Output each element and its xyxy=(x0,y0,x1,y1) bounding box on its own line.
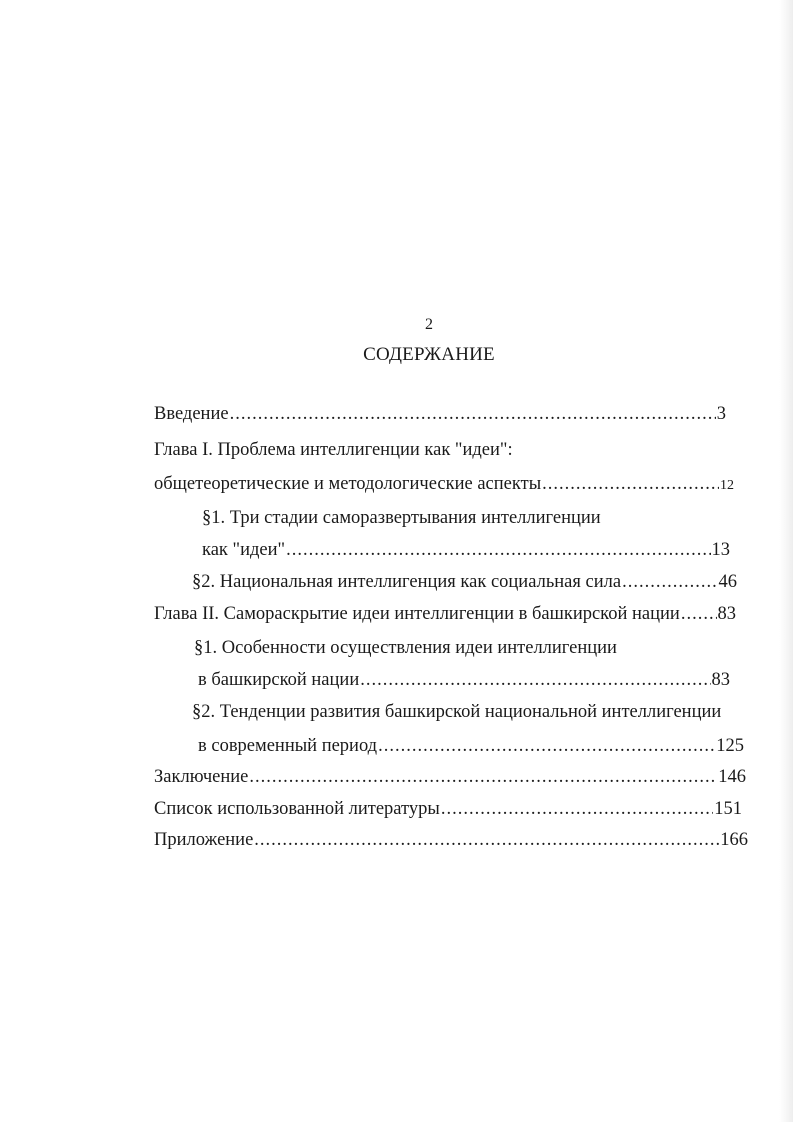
dot-leader xyxy=(622,572,717,593)
toc-entry-label: §1. Три стадии саморазвертывания интеллигенции xyxy=(202,508,601,528)
toc-entry-intro xyxy=(154,404,726,430)
toc-entry-chapter1-continued xyxy=(154,474,734,500)
toc-entry-label: Глава I. Проблема интеллигенции как "идеи": xyxy=(154,440,513,460)
toc-entry-page: 166 xyxy=(720,830,748,850)
toc-entry-chapter2 xyxy=(154,604,736,630)
toc-entry-page: 83 xyxy=(717,604,736,624)
toc-entry-label: Введение xyxy=(154,404,229,424)
dot-leader xyxy=(360,670,710,691)
toc-entry-label: Заключение xyxy=(154,767,249,787)
toc-entry-label: §1. Особенности осуществления идеи интеллигенции xyxy=(194,638,617,658)
toc-entry-page: 3 xyxy=(716,404,726,424)
dot-leader xyxy=(378,736,715,757)
dot-leader xyxy=(249,767,717,788)
page-number: 2 xyxy=(425,316,433,333)
toc-entry-page: 151 xyxy=(714,799,742,819)
toc-entry-conclusion xyxy=(154,767,746,793)
toc-entry-label: §2. Тенденции развития башкирской национальной интеллигенции xyxy=(192,702,722,722)
scan-shadow-edge xyxy=(779,0,793,1122)
toc-entry-page: 146 xyxy=(718,767,746,787)
toc-entry-page: 46 xyxy=(718,572,737,592)
toc-entry-label: Глава II. Самораскрытие идеи интеллигенции в башкирской нации xyxy=(154,604,680,624)
dot-leader xyxy=(254,830,719,851)
toc-entry-page: 125 xyxy=(716,736,744,756)
toc-entry-page: 13 xyxy=(711,540,730,560)
dot-leader xyxy=(286,540,710,561)
toc-entry-label: §2. Национальная интеллигенция как социальная сила xyxy=(192,572,622,592)
dot-leader xyxy=(542,474,719,495)
toc-entry-page: 12 xyxy=(720,478,734,493)
toc-entry-chapter1 xyxy=(154,440,513,466)
toc-entry-label: в современный период xyxy=(198,736,378,756)
toc-entry-label: Список использованной литературы xyxy=(154,799,440,819)
toc-entry-ch2-section2-continued xyxy=(198,736,744,762)
toc-entry-page: 83 xyxy=(711,670,730,690)
toc-entry-ch2-section1 xyxy=(194,638,617,664)
toc-entry-label: в башкирской нации xyxy=(198,670,360,690)
toc-entry-ch1-section1 xyxy=(202,508,601,534)
toc-entry-bibliography xyxy=(154,799,742,825)
toc-entry-ch1-section1-continued xyxy=(202,540,730,566)
dot-leader xyxy=(681,604,717,625)
toc-entry-label: как "идеи" xyxy=(202,540,286,560)
toc-entry-appendix xyxy=(154,830,748,856)
toc-entry-ch2-section2 xyxy=(192,702,721,728)
page-title: СОДЕРЖАНИЕ xyxy=(363,344,495,365)
toc-entry-ch2-section1-continued xyxy=(198,670,730,696)
toc-entry-ch1-section2 xyxy=(192,572,737,598)
toc-entry-label: общетеоретические и методологические аспекты xyxy=(154,474,542,494)
toc-entry-label: Приложение xyxy=(154,830,254,850)
dot-leader xyxy=(441,799,713,820)
dot-leader xyxy=(230,404,716,425)
